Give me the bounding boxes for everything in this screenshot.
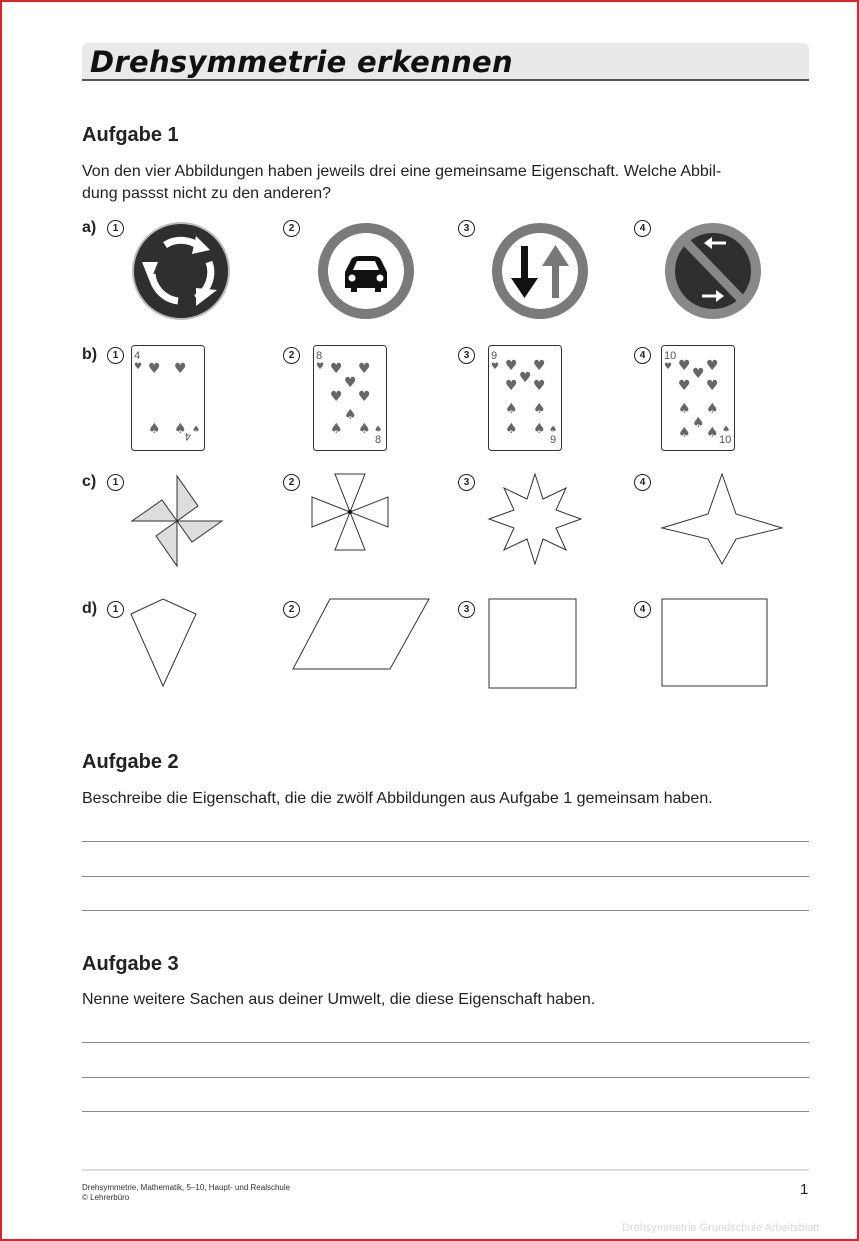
row-label-c: c)	[82, 473, 97, 490]
card-10-hearts-icon	[661, 345, 735, 451]
card-value-bottom: 9	[550, 434, 557, 446]
card-value: 4	[134, 350, 141, 362]
svg-text:♠: ♠	[505, 421, 518, 437]
svg-text:♥: ♥	[330, 389, 343, 405]
number-a3: 3	[458, 220, 475, 237]
card-value-rotated: 4	[184, 430, 191, 442]
task1-text	[82, 161, 802, 205]
card-value: 9	[491, 350, 498, 362]
number-d2: 2	[283, 601, 300, 618]
square-icon	[487, 597, 579, 691]
svg-text:♥: ♥	[664, 362, 673, 372]
number-b1: 1	[107, 347, 124, 364]
task3-text: Nenne weitere Sachen aus deiner Umwelt, die diese Eigenschaft haben.	[82, 991, 596, 1008]
task1-text-line2: dung passst nicht zu den anderen?	[82, 185, 332, 202]
svg-text:♥: ♥	[519, 370, 532, 386]
footer	[82, 1183, 290, 1203]
number-c2: 2	[283, 474, 300, 491]
task2-heading: Aufgabe 2	[82, 751, 179, 773]
svg-text:♥: ♥	[316, 362, 325, 372]
svg-text:♥: ♥	[358, 361, 371, 377]
svg-text:♠: ♠	[549, 425, 558, 435]
svg-text:♠: ♠	[374, 425, 383, 435]
number-d3: 3	[458, 601, 475, 618]
rectangle-icon	[660, 597, 770, 689]
pinwheel-icon	[128, 472, 226, 570]
svg-text:♠: ♠	[533, 401, 546, 417]
task3-heading: Aufgabe 3	[82, 953, 179, 975]
number-a1: 1	[107, 220, 124, 237]
card-value-bottom: 8	[375, 434, 382, 446]
svg-text:♠: ♠	[192, 425, 201, 435]
svg-text:♠: ♠	[678, 425, 691, 441]
task1-heading: Aufgabe 1	[82, 124, 179, 146]
four-triangle-cross-icon	[310, 472, 390, 552]
svg-text:♠: ♠	[174, 421, 187, 437]
task1-text-line1: Von den vier Abbildungen haben jeweils drei eine gemeinsame Eigenschaft. Welche Abbil-	[82, 163, 722, 180]
svg-text:♥: ♥	[344, 375, 357, 391]
page-number: 1	[800, 1181, 809, 1198]
svg-text:♠: ♠	[358, 421, 371, 437]
svg-text:♥: ♥	[330, 361, 343, 377]
answer-line-3b[interactable]	[82, 1077, 809, 1078]
svg-text:♠: ♠	[706, 425, 719, 441]
no-parking-arrows-sign-icon	[662, 220, 764, 322]
answer-line-3c[interactable]	[82, 1111, 809, 1112]
svg-text:♥: ♥	[174, 361, 187, 377]
footer-copyright: © Lehrerbüro	[82, 1193, 130, 1202]
number-c4: 4	[634, 474, 651, 491]
svg-text:♥: ♥	[706, 358, 719, 374]
number-b3: 3	[458, 347, 475, 364]
number-d1: 1	[107, 601, 124, 618]
number-d4: 4	[634, 601, 651, 618]
card-value: 10	[664, 350, 677, 362]
row-label-a: a)	[82, 219, 97, 236]
number-c1: 1	[107, 474, 124, 491]
svg-text:♥: ♥	[678, 378, 691, 394]
svg-text:♠: ♠	[722, 425, 731, 435]
answer-line-2c[interactable]	[82, 910, 809, 911]
footer-source: Drehsymmetrie, Mathematik, 5–10, Haupt- und Realschule	[82, 1183, 291, 1192]
number-b4: 4	[634, 347, 651, 364]
svg-text:♥: ♥	[505, 358, 518, 374]
number-a2: 2	[283, 220, 300, 237]
title-bar	[82, 43, 809, 81]
roundabout-sign-icon	[130, 220, 232, 322]
svg-text:♠: ♠	[344, 407, 357, 423]
number-a4: 4	[634, 220, 651, 237]
svg-text:♥: ♥	[148, 361, 161, 377]
footer-divider	[82, 1169, 809, 1171]
svg-text:♥: ♥	[505, 378, 518, 394]
answer-line-2a[interactable]	[82, 841, 809, 842]
svg-text:♠: ♠	[706, 401, 719, 417]
no-cars-sign-icon	[315, 220, 417, 322]
svg-text:♥: ♥	[533, 358, 546, 374]
card-value: 8	[316, 350, 323, 362]
answer-line-3a[interactable]	[82, 1042, 809, 1043]
card-value-bottom: 10	[719, 434, 732, 446]
svg-text:♠: ♠	[330, 421, 343, 437]
svg-text:♠: ♠	[148, 421, 161, 437]
card-9-hearts-icon	[488, 345, 562, 451]
svg-text:♥: ♥	[358, 389, 371, 405]
svg-text:♠: ♠	[533, 421, 546, 437]
watermark: Drehsymmetrie Grundschule Arbeitsblatt	[622, 1222, 820, 1234]
svg-text:♥: ♥	[134, 362, 143, 372]
card-4-hearts-icon	[131, 345, 205, 451]
page-title: Drehsymmetrie erkennen	[90, 45, 513, 79]
row-label-b: b)	[82, 346, 98, 363]
kite-icon	[128, 597, 200, 689]
svg-text:♥: ♥	[706, 378, 719, 394]
card-8-hearts-icon	[313, 345, 387, 451]
row-label-d: d)	[82, 600, 98, 617]
svg-text:♥: ♥	[491, 362, 500, 372]
priority-oncoming-sign-icon	[489, 220, 591, 322]
svg-text:♠: ♠	[692, 415, 705, 431]
svg-text:♠: ♠	[678, 401, 691, 417]
four-point-star-icon	[658, 472, 786, 566]
parallelogram-icon	[290, 597, 432, 671]
number-c3: 3	[458, 474, 475, 491]
answer-line-2b[interactable]	[82, 876, 809, 877]
svg-text:♥: ♥	[678, 358, 691, 374]
eight-point-star-icon	[486, 472, 584, 566]
svg-text:♥: ♥	[533, 378, 546, 394]
svg-text:♠: ♠	[505, 401, 518, 417]
task2-text: Beschreibe die Eigenschaft, die die zwölf Abbildungen aus Aufgabe 1 gemeinsam haben.	[82, 790, 713, 807]
svg-text:♥: ♥	[692, 366, 705, 382]
number-b2: 2	[283, 347, 300, 364]
